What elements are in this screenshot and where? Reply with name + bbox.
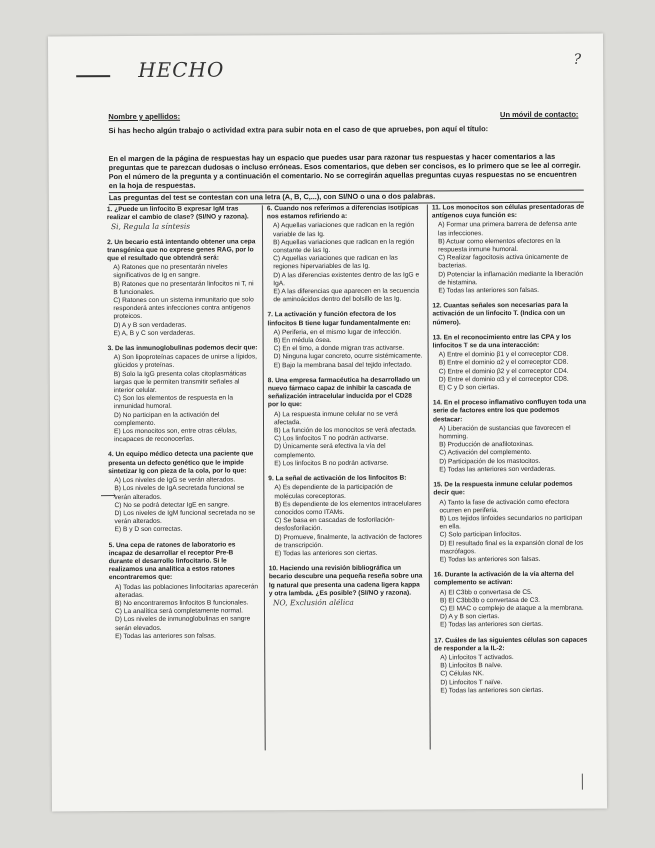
question bbox=[109, 541, 260, 641]
answer-option: D) A y B son verdaderas. bbox=[113, 321, 187, 329]
question-text: 4. Un equipo médico detecta una paciente que presenta un defecto genético que le impide sintetizar Ig con pieza de la cola, por lo que: bbox=[108, 450, 254, 476]
answer-option: C) Aquellas variaciones que radican en las regiones hipervariables de las Ig. bbox=[273, 254, 398, 271]
instructions bbox=[109, 152, 584, 205]
answer-option: C) La analítica será completamente normal. bbox=[114, 607, 243, 616]
answer-option: E) Los monocitos son, entre otras células, incapaces de reconocerlas. bbox=[114, 427, 237, 444]
question-text: 13. En el reconocimiento entre las CPA y los linfocitos T se da una interacción: bbox=[432, 333, 572, 350]
answer-option: D) Ninguna lugar concreto, ocurre sistémicamente. bbox=[273, 352, 423, 361]
answer-option: D) Los niveles de inmunoglobulinas en sangre serán elevados. bbox=[115, 615, 251, 632]
answer-option: D) Potenciar la inflamación mediante la liberación de histamina. bbox=[438, 270, 584, 287]
answer-option: D) A las diferencias existentes dentro de las IgG e IgA. bbox=[273, 271, 420, 288]
answer-option: E) Todas las anteriores son ciertas. bbox=[440, 686, 544, 695]
instructions-paragraph-1: En el margen de la página de respuestas hay un espacio que puedes usar para razonar tus respuestas y hacer comentarios a las preguntas que te parezcan dudosas o incluso erróneas. Esos comentarios, que deben ser concisos, es lo primero que se lee al corregir. Pon el número de la pregunta y a continuación el comentario. No se corregirán aquellas preguntas cuyas respuestas no se encuentren en la hoja de respuestas. bbox=[108, 151, 581, 191]
question bbox=[433, 481, 588, 565]
question bbox=[108, 451, 258, 535]
question-text: 8. Una empresa farmacéutica ha desarrollado un nuevo fármaco capaz de inhibir la cascada de señalización intracelular inducida por el CD28 por lo que: bbox=[267, 376, 420, 409]
column-divider bbox=[262, 205, 266, 750]
answer-option: A) Linfocitos T activados. bbox=[440, 653, 514, 662]
answer-option: A) Aquellas variaciones que radican en la región variable de las Ig. bbox=[272, 221, 415, 238]
answer-option: C) En el timo, a donde migran tras activarse. bbox=[273, 344, 405, 353]
handwritten-answer: NO, Exclusión alélica bbox=[272, 597, 354, 608]
question bbox=[267, 205, 423, 305]
question-text: 14. En el proceso inflamativo confluyen toda una serie de factores entre los que podemos destacar: bbox=[432, 398, 587, 424]
question bbox=[433, 399, 588, 475]
answer-option: B) No encontraremos linfocitos B funcionales. bbox=[114, 599, 249, 608]
name-label: Nombre y apellidos: bbox=[108, 111, 181, 122]
answer-option: B) Actuar como elementos efectores en la respuesta inmune humoral. bbox=[438, 237, 561, 254]
answer-option: B) El C3bb3b o convertasa de C3. bbox=[439, 596, 541, 605]
answer-option: D) Promueve, finalmente, la activación de factores de transcripción. bbox=[274, 533, 422, 549]
question bbox=[432, 302, 587, 327]
answer-option: E) Todas las anteriores son falsas. bbox=[115, 632, 216, 640]
answer-option: E) Bajo la membrana basal del tejido infectado. bbox=[273, 361, 412, 369]
answer-option: D) A y B son ciertas. bbox=[440, 613, 500, 621]
question bbox=[267, 311, 422, 370]
question bbox=[433, 333, 588, 392]
answer-option: A) Todas las poblaciones linfocitarias aparecerán alteradas. bbox=[114, 582, 259, 599]
answer-option: D) Linfocitos T naïve. bbox=[440, 678, 503, 686]
instructions-paragraph-2: Las preguntas del test se contestan con una letra (A, B, C,...), con SI/NO o una o dos palabras. bbox=[108, 191, 436, 203]
question-text: 10. Haciendo una revisión bibliográfica un becario descubre una pequeña reseña sobre una Ig natural que presenta una cadena ligera kappa y otra lambda. ¿Es posible? (SI/NO y razona). bbox=[268, 564, 423, 598]
answer-option: B) Los tejidos linfoides secundarios no participan en ella. bbox=[439, 514, 583, 531]
answer-option: A) El C3bb o convertasa de C5. bbox=[439, 588, 533, 596]
question-text: 15. De la respuesta inmune celular podemos decir que: bbox=[433, 480, 573, 497]
answer-option: E) Todas las anteriores son ciertas. bbox=[440, 621, 543, 629]
answer-option: A) Ratones que no presentarán niveles significativos de Ig en sangre. bbox=[113, 263, 228, 280]
answer-option: E) A las diferencias que aparecen en la secuencia de aminoácidos dentro del bolsillo de las Ig. bbox=[273, 287, 420, 304]
question-text: 16. Durante la activación de la vía alterna del complemento se activan: bbox=[433, 570, 574, 587]
question bbox=[432, 204, 587, 296]
question-text: 2. Un becario está intentando obtener una cepa transgénica que no exprese genes RAG, por lo que el resultado que obtendrá será: bbox=[107, 237, 256, 263]
answer-option: B) Es dependiente de los elementos intracelulares conocidos como ITAMs. bbox=[274, 500, 422, 517]
answer-option: E) C y D son ciertas. bbox=[438, 384, 500, 392]
question-text: 12. Cuantas señales son necesarias para la activación de un linfocito T. (Indica con un número). bbox=[432, 301, 569, 327]
answer-option: E) Los linfocitos B no podrán activarse. bbox=[274, 459, 389, 468]
answer-option: B) Entre el dominio α2 y el correceptor CD8. bbox=[438, 359, 569, 367]
answer-option: C) Los linfocitos T no podrán activarse. bbox=[274, 434, 389, 443]
margin-mark bbox=[582, 774, 583, 790]
answer-option: C) Solo participan linfocitos. bbox=[439, 531, 522, 539]
column-divider bbox=[427, 204, 431, 749]
question bbox=[434, 636, 589, 695]
question bbox=[269, 565, 424, 608]
answer-option: C) No se podrá detectar IgE en sangre. bbox=[114, 501, 230, 509]
answer-option: A) Formar una primera barrera de defensa ante las infecciones. bbox=[437, 221, 577, 238]
student-header bbox=[108, 110, 578, 121]
answer-option: E) Todas las anteriores son falsas. bbox=[438, 286, 540, 295]
question bbox=[107, 238, 258, 338]
question-text: 17. Cuáles de las siguientes células son capaces de responder a la IL-2: bbox=[434, 636, 588, 653]
answer-option: B) Solo la IgG presenta colas citoplasmáticas largas que le permiten transmitir señales al interior celular. bbox=[113, 370, 247, 395]
answer-option: B) Aquellas variaciones que radican en la región constante de las Ig. bbox=[273, 238, 415, 255]
question bbox=[434, 571, 589, 630]
answer-option: B) Linfocitos B naïve. bbox=[440, 662, 503, 670]
question-column-3 bbox=[432, 204, 590, 703]
extra-work-line: Si has hecho algún trabajo o actividad extra para subir nota en el caso de que apruebes, pon aquí el título: bbox=[108, 124, 489, 136]
question-text: 3. De las inmunoglobulinas podemos decir que: bbox=[107, 344, 258, 353]
answer-option: A) Son lipoproteínas capaces de unirse a lípidos, glúcidos y proteínas. bbox=[113, 353, 258, 370]
answer-option: A) Los niveles de IgG se verán alterados. bbox=[114, 476, 236, 485]
answer-option: C) Realizar fagocitosis activa únicamente de bacterias. bbox=[438, 253, 569, 270]
answer-option: E) Todas las anteriores son verdaderas. bbox=[439, 465, 556, 474]
answer-option: B) Producción de anafilotoxinas. bbox=[439, 441, 534, 449]
answer-option: D) El resultado final es la expansión clonal de los macrófagos. bbox=[439, 539, 584, 556]
answer-option: C) Son los elementos de respuesta en la inmunidad humoral. bbox=[113, 394, 234, 411]
answer-option: A) Tanto la fase de activación como efectora ocurren en periferia. bbox=[439, 498, 570, 515]
question-column-1 bbox=[107, 205, 259, 648]
answer-option: D) Participación de los mastocitos. bbox=[439, 457, 541, 466]
answer-option: B) En médula ósea. bbox=[273, 337, 332, 345]
handwritten-title: HECHO bbox=[138, 57, 225, 82]
answer-option: C) El MAC o complejo de ataque a la membrana. bbox=[439, 604, 584, 613]
answer-option: E) A, B y C son verdaderas. bbox=[113, 329, 195, 337]
handwritten-arrow-icon: ⟶ bbox=[100, 489, 117, 503]
handwritten-dash bbox=[76, 75, 110, 77]
answer-option: A) Es dependiente de la participación de moléculas coreceptoras. bbox=[274, 483, 393, 500]
question-text: 1. ¿Puede un linfocito B expresar IgM tras realizar el cambio de clase? (SI/NO y razona). bbox=[106, 205, 249, 222]
answer-option: D) No participan en la activación del complemento. bbox=[113, 411, 220, 427]
answer-option: C) Células NK. bbox=[440, 670, 484, 678]
answer-option: D) Los niveles de IgM funcional secretada no se verán alterados. bbox=[114, 509, 256, 526]
question-columns bbox=[100, 203, 590, 767]
question-text: 11. Los monocitos son células presentadoras de antígenos cuya función es: bbox=[431, 203, 584, 220]
answer-option: B) Ratones que no presentarán linfocitos ni T, ni B funcionales. bbox=[113, 280, 254, 296]
exam-sheet bbox=[48, 34, 607, 812]
answer-option: E) Todas las anteriores son falsas. bbox=[439, 555, 541, 564]
question-column-2 bbox=[267, 205, 424, 615]
answer-option: B) La función de los monocitos se verá afectada. bbox=[274, 426, 417, 435]
question-text: 6. Cuando nos referimos a diferencias isotípicas nos estamos refiriendo a: bbox=[266, 204, 419, 221]
question bbox=[108, 344, 259, 444]
answer-option: A) Entre el dominio β1 y el correceptor CD8. bbox=[438, 350, 569, 359]
answer-option: E) B y D son correctas. bbox=[114, 526, 183, 534]
question-text: 9. La señal de activación de los linfocitos B: bbox=[268, 474, 407, 483]
answer-option: E) Todas las anteriores son ciertas. bbox=[274, 549, 378, 558]
question-text: 5. Una cepa de ratones de laboratorio es incapaz de desarrollar el receptor Pre-B durante el desarrollo linfocitario. Si le realizamos una analítica a estos ratones encontraremos que: bbox=[108, 540, 236, 582]
question bbox=[107, 205, 257, 231]
answer-option: A) Periferia, en el mismo lugar de infección. bbox=[273, 328, 402, 337]
answer-option: C) Se basa en cascadas de fosforilación-desfosforilación. bbox=[274, 516, 395, 533]
answer-option: C) Entre el dominio β2 y el correceptor CD4. bbox=[438, 367, 569, 376]
phone-label: Un móvil de contacto: bbox=[500, 109, 579, 120]
answer-option: A) La respuesta inmune celular no se verá afectada. bbox=[273, 410, 398, 427]
answer-option: A) Liberación de sustancias que favorecen el homming. bbox=[439, 424, 571, 441]
question bbox=[268, 475, 423, 559]
answer-option: C) Activación del complemento. bbox=[439, 449, 532, 457]
answer-option: C) Ratones con un sistema inmunitario que solo responderá antes infecciones contra antígenos proteicos. bbox=[113, 296, 254, 321]
question bbox=[268, 376, 423, 468]
handwritten-corner-mark: ? bbox=[573, 51, 582, 68]
answer-option: D) Entre el dominio α3 y el correceptor CD8. bbox=[438, 375, 569, 384]
answer-option: D) Únicamente será efectiva la vía del complemento. bbox=[274, 443, 386, 459]
question-text: 7. La activación y función efectora de los linfocitos B tiene lugar fundamentalmente en: bbox=[267, 311, 411, 327]
answer-option: B) Los niveles de IgA secretada funcional se verán alterados. bbox=[114, 484, 245, 501]
handwritten-answer: Si, Regula la síntesis bbox=[110, 222, 191, 232]
